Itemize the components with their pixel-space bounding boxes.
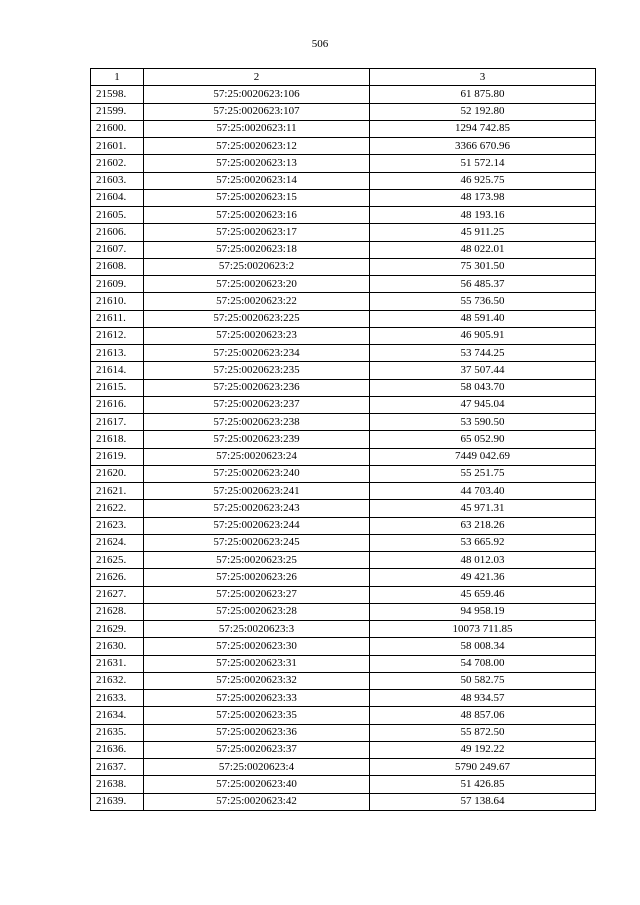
value: 49 421.36	[370, 569, 596, 586]
value: 53 744.25	[370, 345, 596, 362]
value: 94 958.19	[370, 603, 596, 620]
table-row	[91, 207, 596, 224]
row-number: 21620.	[91, 465, 144, 482]
row-number: 21611.	[91, 310, 144, 327]
page-number: 506	[311, 38, 329, 50]
row-number: 21623.	[91, 517, 144, 534]
table-row	[91, 172, 596, 189]
value: 5790 249.67	[370, 759, 596, 776]
value: 7449 042.69	[370, 448, 596, 465]
table-row	[91, 707, 596, 724]
value: 50 582.75	[370, 672, 596, 689]
table-row	[91, 293, 596, 310]
table-row	[91, 379, 596, 396]
table-row	[91, 759, 596, 776]
cadastral-number: 57:25:0020623:40	[144, 776, 370, 793]
row-number: 21622.	[91, 500, 144, 517]
row-number: 21638.	[91, 776, 144, 793]
table-row	[91, 241, 596, 258]
table-row	[91, 552, 596, 569]
value: 37 507.44	[370, 362, 596, 379]
table-row	[91, 517, 596, 534]
value: 52 192.80	[370, 103, 596, 120]
value: 1294 742.85	[370, 120, 596, 137]
value: 57 138.64	[370, 793, 596, 810]
table-row	[91, 414, 596, 431]
cadastral-number: 57:25:0020623:36	[144, 724, 370, 741]
value: 46 925.75	[370, 172, 596, 189]
cadastral-number: 57:25:0020623:20	[144, 276, 370, 293]
cadastral-number: 57:25:0020623:25	[144, 552, 370, 569]
value: 55 872.50	[370, 724, 596, 741]
cadastral-number: 57:25:0020623:12	[144, 138, 370, 155]
row-number: 21634.	[91, 707, 144, 724]
table-row	[91, 603, 596, 620]
row-number: 21633.	[91, 690, 144, 707]
table-row	[91, 86, 596, 103]
row-number: 21606.	[91, 224, 144, 241]
row-number: 21637.	[91, 759, 144, 776]
table-row	[91, 327, 596, 344]
cadastral-number: 57:25:0020623:241	[144, 483, 370, 500]
row-number: 21604.	[91, 189, 144, 206]
cadastral-number: 57:25:0020623:33	[144, 690, 370, 707]
table-row	[91, 396, 596, 413]
row-number: 21631.	[91, 655, 144, 672]
row-number: 21621.	[91, 483, 144, 500]
table-row	[91, 741, 596, 758]
value: 47 945.04	[370, 396, 596, 413]
cadastral-number: 57:25:0020623:35	[144, 707, 370, 724]
table-row	[91, 724, 596, 741]
row-number: 21625.	[91, 552, 144, 569]
table-row	[91, 448, 596, 465]
value: 44 703.40	[370, 483, 596, 500]
cadastral-number: 57:25:0020623:225	[144, 310, 370, 327]
row-number: 21617.	[91, 414, 144, 431]
value: 45 971.31	[370, 500, 596, 517]
value: 46 905.91	[370, 327, 596, 344]
value: 55 251.75	[370, 465, 596, 482]
table-row	[91, 500, 596, 517]
table-row	[91, 258, 596, 275]
cadastral-number: 57:25:0020623:2	[144, 258, 370, 275]
cadastral-number: 57:25:0020623:3	[144, 621, 370, 638]
cadastral-number: 57:25:0020623:237	[144, 396, 370, 413]
row-number: 21601.	[91, 138, 144, 155]
row-number: 21602.	[91, 155, 144, 172]
cadastral-number: 57:25:0020623:243	[144, 500, 370, 517]
value: 48 022.01	[370, 241, 596, 258]
header-col-3: 3	[370, 69, 596, 86]
value: 75 301.50	[370, 258, 596, 275]
table-row	[91, 345, 596, 362]
value: 48 193.16	[370, 207, 596, 224]
row-number: 21600.	[91, 120, 144, 137]
table-row	[91, 534, 596, 551]
table-row	[91, 690, 596, 707]
table-row	[91, 465, 596, 482]
table-row	[91, 310, 596, 327]
table-row	[91, 224, 596, 241]
table-body	[91, 86, 596, 811]
row-number: 21630.	[91, 638, 144, 655]
row-number: 21599.	[91, 103, 144, 120]
cadastral-number: 57:25:0020623:4	[144, 759, 370, 776]
cadastral-number: 57:25:0020623:26	[144, 569, 370, 586]
row-number: 21598.	[91, 86, 144, 103]
table-row	[91, 776, 596, 793]
cadastral-number: 57:25:0020623:27	[144, 586, 370, 603]
row-number: 21603.	[91, 172, 144, 189]
row-number: 21618.	[91, 431, 144, 448]
row-number: 21639.	[91, 793, 144, 810]
cadastral-number: 57:25:0020623:23	[144, 327, 370, 344]
cadastral-number: 57:25:0020623:22	[144, 293, 370, 310]
row-number: 21605.	[91, 207, 144, 224]
table-row	[91, 276, 596, 293]
value: 48 173.98	[370, 189, 596, 206]
cadastral-number: 57:25:0020623:28	[144, 603, 370, 620]
table-row	[91, 138, 596, 155]
value: 48 934.57	[370, 690, 596, 707]
table-row	[91, 431, 596, 448]
cadastral-number: 57:25:0020623:245	[144, 534, 370, 551]
table-row	[91, 103, 596, 120]
row-number: 21608.	[91, 258, 144, 275]
row-number: 21636.	[91, 741, 144, 758]
value: 58 008.34	[370, 638, 596, 655]
cadastral-number: 57:25:0020623:15	[144, 189, 370, 206]
cadastral-number: 57:25:0020623:37	[144, 741, 370, 758]
row-number: 21615.	[91, 379, 144, 396]
row-number: 21627.	[91, 586, 144, 603]
header-col-2: 2	[144, 69, 370, 86]
value: 54 708.00	[370, 655, 596, 672]
header-col-1: 1	[91, 69, 144, 86]
value: 61 875.80	[370, 86, 596, 103]
cadastral-number: 57:25:0020623:234	[144, 345, 370, 362]
cadastral-number: 57:25:0020623:238	[144, 414, 370, 431]
cadastral-number: 57:25:0020623:18	[144, 241, 370, 258]
value: 3366 670.96	[370, 138, 596, 155]
row-number: 21635.	[91, 724, 144, 741]
value: 49 192.22	[370, 741, 596, 758]
value: 48 012.03	[370, 552, 596, 569]
row-number: 21626.	[91, 569, 144, 586]
row-number: 21624.	[91, 534, 144, 551]
table-row	[91, 569, 596, 586]
row-number: 21610.	[91, 293, 144, 310]
table-row	[91, 362, 596, 379]
cadastral-number: 57:25:0020623:236	[144, 379, 370, 396]
value: 45 911.25	[370, 224, 596, 241]
header-row	[91, 69, 596, 86]
row-number: 21613.	[91, 345, 144, 362]
cadastral-number: 57:25:0020623:17	[144, 224, 370, 241]
cadastral-number: 57:25:0020623:235	[144, 362, 370, 379]
cadastral-number: 57:25:0020623:31	[144, 655, 370, 672]
row-number: 21616.	[91, 396, 144, 413]
table-row	[91, 672, 596, 689]
table-header	[91, 69, 596, 86]
cadastral-number: 57:25:0020623:32	[144, 672, 370, 689]
cadastral-number: 57:25:0020623:11	[144, 120, 370, 137]
table-row	[91, 483, 596, 500]
row-number: 21619.	[91, 448, 144, 465]
table-row	[91, 638, 596, 655]
cadastral-table	[90, 68, 596, 811]
row-number: 21607.	[91, 241, 144, 258]
value: 63 218.26	[370, 517, 596, 534]
row-number: 21609.	[91, 276, 144, 293]
table-row	[91, 655, 596, 672]
table-row	[91, 586, 596, 603]
cadastral-number: 57:25:0020623:30	[144, 638, 370, 655]
row-number: 21612.	[91, 327, 144, 344]
value: 48 591.40	[370, 310, 596, 327]
row-number: 21629.	[91, 621, 144, 638]
value: 58 043.70	[370, 379, 596, 396]
table-row	[91, 793, 596, 810]
cadastral-number: 57:25:0020623:16	[144, 207, 370, 224]
table-row	[91, 155, 596, 172]
value: 53 590.50	[370, 414, 596, 431]
value: 65 052.90	[370, 431, 596, 448]
cadastral-number: 57:25:0020623:14	[144, 172, 370, 189]
cadastral-number: 57:25:0020623:42	[144, 793, 370, 810]
value: 10073 711.85	[370, 621, 596, 638]
value: 55 736.50	[370, 293, 596, 310]
cadastral-number: 57:25:0020623:24	[144, 448, 370, 465]
row-number: 21628.	[91, 603, 144, 620]
cadastral-number: 57:25:0020623:244	[144, 517, 370, 534]
value: 51 426.85	[370, 776, 596, 793]
value: 51 572.14	[370, 155, 596, 172]
table-row	[91, 189, 596, 206]
value: 56 485.37	[370, 276, 596, 293]
row-number: 21632.	[91, 672, 144, 689]
cadastral-number: 57:25:0020623:240	[144, 465, 370, 482]
table-row	[91, 120, 596, 137]
cadastral-number: 57:25:0020623:13	[144, 155, 370, 172]
value: 53 665.92	[370, 534, 596, 551]
value: 48 857.06	[370, 707, 596, 724]
cadastral-number: 57:25:0020623:107	[144, 103, 370, 120]
cadastral-number: 57:25:0020623:106	[144, 86, 370, 103]
table-row	[91, 621, 596, 638]
value: 45 659.46	[370, 586, 596, 603]
row-number: 21614.	[91, 362, 144, 379]
cadastral-number: 57:25:0020623:239	[144, 431, 370, 448]
